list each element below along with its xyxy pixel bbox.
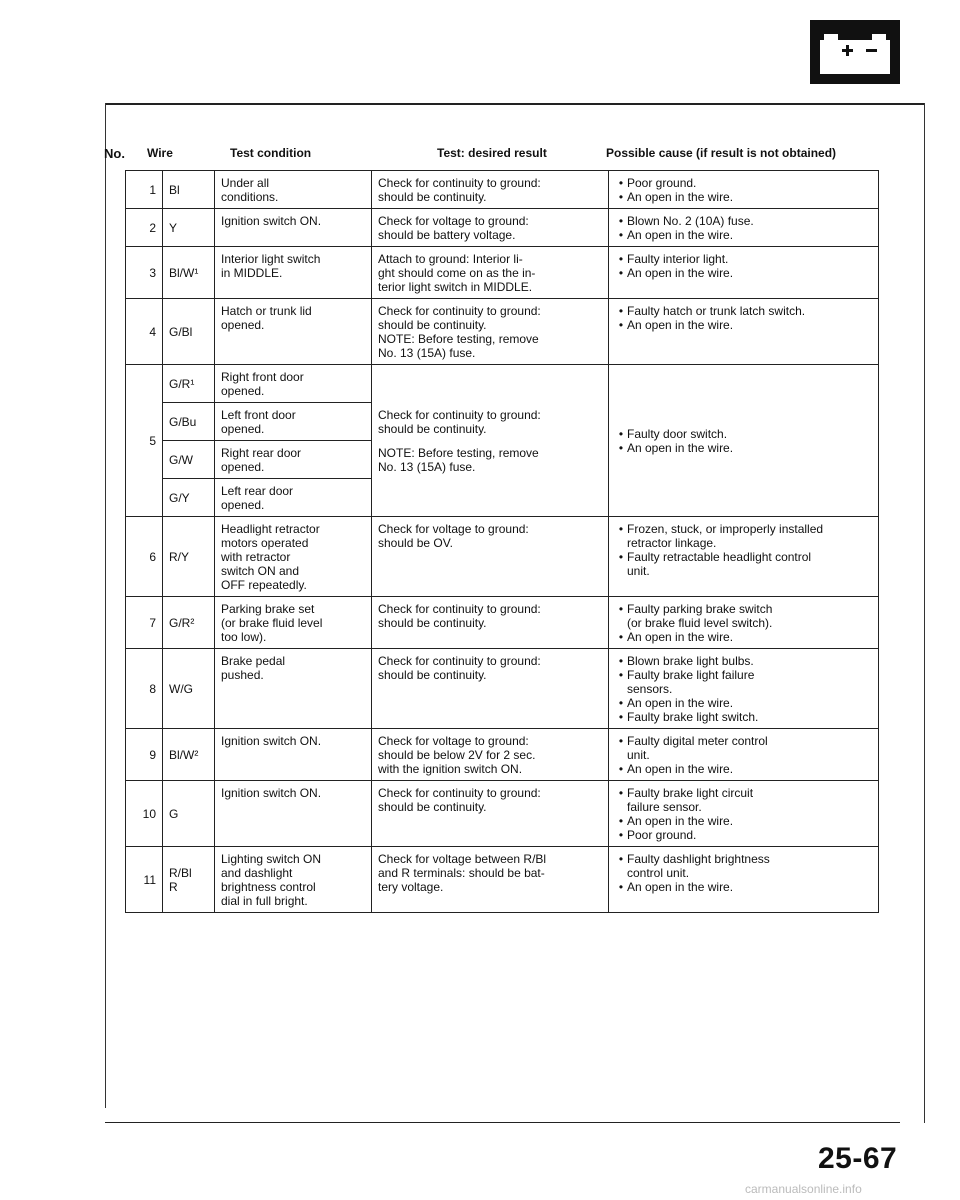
possible-cause-line: • Faulty dashlight brightness <box>615 852 770 866</box>
row-number: 4 <box>126 299 163 365</box>
wire-label: G/W <box>169 453 193 467</box>
test-condition-cell <box>215 247 372 299</box>
test-condition-cell <box>215 597 372 649</box>
desired-result-line: should be continuity. <box>378 190 487 204</box>
wire-label: G/Bl <box>169 325 193 339</box>
wire-label: Bl/W² <box>169 748 199 762</box>
bullet-icon: • <box>618 252 624 266</box>
bullet-icon: • <box>618 654 624 668</box>
test-condition-line: in MIDDLE. <box>221 266 283 280</box>
possible-cause-line: • Faulty parking brake switch <box>615 602 772 616</box>
desired-result-line: Check for continuity to ground: <box>378 176 541 190</box>
desired-result-line: should be continuity. <box>378 318 487 332</box>
table-row <box>126 597 879 649</box>
possible-cause-item <box>615 762 872 776</box>
desired-result-cell <box>372 649 609 729</box>
possible-cause-cell <box>609 209 879 247</box>
possible-causes-list <box>615 252 872 280</box>
test-condition-line: dial in full bright. <box>221 894 308 908</box>
row-number: 9 <box>126 729 163 781</box>
desired-result-cell <box>372 247 609 299</box>
possible-cause-item <box>615 852 872 880</box>
desired-result-cell <box>372 299 609 365</box>
wire-label: Y <box>169 221 178 235</box>
test-condition-line: Ignition switch ON. <box>221 786 322 800</box>
possible-cause-line: • An open in the wire. <box>615 880 733 894</box>
wire-color-cell <box>163 171 215 209</box>
note-line: NOTE: Before testing, remove <box>378 446 539 460</box>
test-condition-line: Parking brake set <box>221 602 315 616</box>
possible-cause-cell <box>609 781 879 847</box>
wire-color-cell <box>163 847 215 913</box>
test-condition-cell <box>215 209 372 247</box>
test-condition-line: Hatch or trunk lid <box>221 304 312 318</box>
possible-cause-cell <box>609 299 879 365</box>
wire-label: G/R¹ <box>169 377 195 391</box>
possible-cause-line: • An open in the wire. <box>615 762 733 776</box>
row-number: 8 <box>126 649 163 729</box>
desired-result-line: Attach to ground: Interior li- <box>378 252 523 266</box>
test-condition-line: Headlight retractor <box>221 522 320 536</box>
test-condition-cell <box>215 479 372 517</box>
desired-result-line: should be continuity. <box>378 422 487 436</box>
possible-cause-line: failure sensor. <box>627 800 702 814</box>
wire-label: R/Bl <box>169 866 192 880</box>
desired-result-cell <box>372 847 609 913</box>
bullet-icon: • <box>618 828 624 842</box>
desired-result-line: Check for continuity to ground: <box>378 602 541 616</box>
possible-cause-cell <box>609 649 879 729</box>
possible-cause-line: • An open in the wire. <box>615 190 733 204</box>
right-margin-line <box>924 103 925 1123</box>
header-possible-cause: Possible cause (if result is not obtained) <box>606 146 837 160</box>
battery-icon <box>810 20 900 84</box>
wire-color-cell <box>163 403 215 441</box>
bullet-icon: • <box>618 441 624 455</box>
possible-cause-line: • Faulty brake light circuit <box>615 786 753 800</box>
table-row <box>126 209 879 247</box>
test-condition-line: opened. <box>221 498 265 512</box>
possible-cause-line: (or brake fluid level switch). <box>627 616 773 630</box>
possible-cause-line: • An open in the wire. <box>615 318 733 332</box>
row-number: 5 <box>126 365 163 517</box>
desired-result-cell <box>372 517 609 597</box>
wire-label: Bl <box>169 183 180 197</box>
possible-cause-cell <box>609 729 879 781</box>
desired-result-line: should be continuity. <box>378 668 487 682</box>
page-number: 25-67 <box>818 1142 898 1175</box>
desired-result-line: should be OV. <box>378 536 453 550</box>
wire-color-cell <box>163 365 215 403</box>
possible-cause-line: • An open in the wire. <box>615 441 733 455</box>
wire-color-cell <box>163 781 215 847</box>
desired-result-line: should be continuity. <box>378 616 487 630</box>
desired-result-cell <box>372 597 609 649</box>
possible-cause-line: • An open in the wire. <box>615 630 733 644</box>
test-condition-line: with retractor <box>221 550 291 564</box>
possible-cause-line: • Faulty interior light. <box>615 252 728 266</box>
test-condition-cell <box>215 781 372 847</box>
desired-result-line: should be battery voltage. <box>378 228 516 242</box>
bullet-icon: • <box>618 602 624 616</box>
bottom-rule <box>105 1122 900 1123</box>
bullet-icon: • <box>618 734 624 748</box>
possible-cause-item <box>615 190 872 204</box>
bullet-icon: • <box>618 762 624 776</box>
wire-color-cell <box>163 209 215 247</box>
test-condition-cell <box>215 299 372 365</box>
desired-result-line: Check for voltage to ground: <box>378 214 529 228</box>
test-condition-cell <box>215 847 372 913</box>
possible-cause-item <box>615 550 872 578</box>
bullet-icon: • <box>618 176 624 190</box>
row-number: 7 <box>126 597 163 649</box>
possible-cause-line: • Faulty hatch or trunk latch switch. <box>615 304 805 318</box>
possible-cause-item <box>615 696 872 710</box>
possible-cause-item <box>615 602 872 630</box>
possible-cause-cell <box>609 247 879 299</box>
possible-cause-item <box>615 786 872 814</box>
possible-cause-line: • Faulty digital meter control <box>615 734 768 748</box>
header-desired-result: Test: desired result <box>437 146 547 160</box>
wire-label: G <box>169 807 179 821</box>
possible-causes-list <box>615 304 872 332</box>
bullet-icon: • <box>618 304 624 318</box>
test-condition-line: Right front door <box>221 370 304 384</box>
wire-label: R <box>169 880 178 894</box>
possible-cause-line: • An open in the wire. <box>615 814 733 828</box>
possible-cause-line: retractor linkage. <box>627 536 717 550</box>
top-rule <box>105 103 925 105</box>
possible-cause-item <box>615 828 872 842</box>
test-condition-line: Lighting switch ON <box>221 852 322 866</box>
desired-result-line: Check for continuity to ground: <box>378 786 541 800</box>
test-condition-line: OFF repeatedly. <box>221 578 307 592</box>
test-condition-line: Brake pedal <box>221 654 286 668</box>
bullet-icon: • <box>618 696 624 710</box>
bullet-icon: • <box>618 710 624 724</box>
possible-cause-item <box>615 668 872 696</box>
desired-result-line: should be below 2V for 2 sec. <box>378 748 536 762</box>
possible-cause-item <box>615 214 872 228</box>
possible-cause-cell <box>609 365 879 517</box>
desired-result-line: Check for continuity to ground: <box>378 408 541 422</box>
possible-cause-item <box>615 441 872 455</box>
desired-result-cell <box>372 729 609 781</box>
test-condition-line: switch ON and <box>221 564 300 578</box>
possible-cause-line: • Faulty brake light failure <box>615 668 754 682</box>
test-condition-line: motors operated <box>221 536 309 550</box>
table-row <box>126 517 879 597</box>
desired-result-line: terior light switch in MIDDLE. <box>378 280 533 294</box>
test-condition-cell <box>215 441 372 479</box>
possible-cause-item <box>615 630 872 644</box>
possible-cause-item <box>615 734 872 762</box>
desired-result-line: ght should come on as the in- <box>378 266 536 280</box>
possible-cause-line: • Blown No. 2 (10A) fuse. <box>615 214 754 228</box>
bullet-icon: • <box>618 522 624 536</box>
desired-result-line: Check for voltage to ground: <box>378 522 529 536</box>
watermark: carmanualsonline.info <box>745 1182 862 1196</box>
bullet-icon: • <box>618 880 624 894</box>
possible-cause-item <box>615 654 872 668</box>
desired-result-line: NOTE: Before testing, remove <box>378 332 539 346</box>
test-condition-line: Interior light switch <box>221 252 321 266</box>
bullet-icon: • <box>618 427 624 441</box>
possible-cause-line: unit. <box>627 564 650 578</box>
possible-cause-line: • An open in the wire. <box>615 266 733 280</box>
possible-cause-line: control unit. <box>627 866 690 880</box>
test-condition-line: (or brake fluid level <box>221 616 323 630</box>
wire-color-cell <box>163 441 215 479</box>
wire-label: G/Y <box>169 491 190 505</box>
test-condition-line: Left front door <box>221 408 296 422</box>
bullet-icon: • <box>618 228 624 242</box>
wire-color-cell <box>163 597 215 649</box>
possible-cause-cell <box>609 847 879 913</box>
table-row <box>126 781 879 847</box>
possible-cause-cell <box>609 171 879 209</box>
test-condition-cell <box>215 517 372 597</box>
test-condition-cell <box>215 365 372 403</box>
bullet-icon: • <box>618 630 624 644</box>
possible-cause-line: • Faulty door switch. <box>615 427 727 441</box>
possible-cause-item <box>615 814 872 828</box>
row-number: 1 <box>126 171 163 209</box>
desired-result-line: No. 13 (15A) fuse. <box>378 346 476 360</box>
bullet-icon: • <box>618 786 624 800</box>
troubleshooting-table <box>125 170 879 913</box>
desired-result-line: and R terminals: should be bat- <box>378 866 545 880</box>
possible-causes-list <box>615 786 872 842</box>
bullet-icon: • <box>618 852 624 866</box>
table-row <box>126 649 879 729</box>
possible-cause-cell <box>609 597 879 649</box>
possible-cause-line: • An open in the wire. <box>615 228 733 242</box>
desired-result-line: Check for voltage to ground: <box>378 734 529 748</box>
note-block <box>378 446 602 474</box>
wire-color-cell <box>163 299 215 365</box>
possible-cause-line: • Faulty brake light switch. <box>615 710 758 724</box>
possible-causes-list <box>615 852 872 894</box>
test-condition-line: Under all <box>221 176 270 190</box>
desired-result-line: Check for voltage between R/Bl <box>378 852 547 866</box>
wire-label: W/G <box>169 682 193 696</box>
possible-cause-item <box>615 252 872 266</box>
test-condition-line: opened. <box>221 384 265 398</box>
wire-label: R/Y <box>169 550 190 564</box>
possible-cause-cell <box>609 517 879 597</box>
desired-result-cell <box>372 171 609 209</box>
possible-cause-line: • Poor ground. <box>615 176 696 190</box>
table-row <box>126 729 879 781</box>
possible-cause-item <box>615 710 872 724</box>
table-row <box>126 847 879 913</box>
test-condition-line: Ignition switch ON. <box>221 734 322 748</box>
possible-cause-line: • Faulty retractable headlight control <box>615 550 811 564</box>
table-row <box>126 171 879 209</box>
test-condition-line: opened. <box>221 422 265 436</box>
desired-result-cell <box>372 209 609 247</box>
possible-cause-line: unit. <box>627 748 650 762</box>
row-number: 11 <box>126 847 163 913</box>
bullet-icon: • <box>618 214 624 228</box>
header-no: No. <box>104 146 125 161</box>
wire-color-cell <box>163 479 215 517</box>
test-condition-line: too low). <box>221 630 267 644</box>
possible-causes-list <box>615 654 872 724</box>
desired-result-line: Check for continuity to ground: <box>378 654 541 668</box>
desired-result-line: with the ignition switch ON. <box>378 762 523 776</box>
bullet-icon: • <box>618 190 624 204</box>
possible-cause-item <box>615 228 872 242</box>
header-test-condition: Test condition <box>230 146 312 160</box>
bullet-icon: • <box>618 668 624 682</box>
possible-cause-item <box>615 522 872 550</box>
possible-causes-list <box>615 734 872 776</box>
possible-cause-line: • Poor ground. <box>615 828 696 842</box>
test-condition-cell <box>215 403 372 441</box>
wire-label: G/R² <box>169 616 195 630</box>
test-condition-line: conditions. <box>221 190 279 204</box>
wire-color-cell <box>163 247 215 299</box>
table-row <box>126 299 879 365</box>
row-number: 2 <box>126 209 163 247</box>
desired-result-cell <box>372 781 609 847</box>
possible-causes-list <box>615 522 872 578</box>
possible-causes-list <box>615 214 872 242</box>
row-number: 6 <box>126 517 163 597</box>
test-condition-line: pushed. <box>221 668 264 682</box>
row-number: 3 <box>126 247 163 299</box>
test-condition-line: opened. <box>221 460 265 474</box>
bullet-icon: • <box>618 814 624 828</box>
bullet-icon: • <box>618 550 624 564</box>
table-row <box>126 365 879 403</box>
test-condition-line: and dashlight <box>221 866 293 880</box>
wire-label: G/Bu <box>169 415 197 429</box>
wire-color-cell <box>163 517 215 597</box>
possible-cause-item <box>615 427 872 441</box>
test-condition-cell <box>215 729 372 781</box>
row-number: 10 <box>126 781 163 847</box>
possible-cause-line: • Blown brake light bulbs. <box>615 654 754 668</box>
desired-result-cell <box>372 365 609 517</box>
possible-cause-line: • Frozen, stuck, or improperly installed <box>615 522 823 536</box>
desired-result-line: tery voltage. <box>378 880 444 894</box>
bullet-icon: • <box>618 318 624 332</box>
wire-color-cell <box>163 729 215 781</box>
desired-result-line: should be continuity. <box>378 800 487 814</box>
note-line: No. 13 (15A) fuse. <box>378 460 476 474</box>
test-condition-line: Left rear door <box>221 484 294 498</box>
test-condition-line: Right rear door <box>221 446 302 460</box>
possible-cause-line: sensors. <box>627 682 673 696</box>
possible-cause-item <box>615 304 872 318</box>
left-margin-line <box>105 103 106 1108</box>
possible-cause-item <box>615 266 872 280</box>
test-condition-cell <box>215 171 372 209</box>
possible-causes-list <box>615 176 872 204</box>
possible-causes-list <box>615 602 872 644</box>
table-row <box>126 247 879 299</box>
desired-result-line: Check for continuity to ground: <box>378 304 541 318</box>
possible-causes-list <box>615 427 872 455</box>
wire-color-cell <box>163 649 215 729</box>
possible-cause-line: • An open in the wire. <box>615 696 733 710</box>
wire-label: Bl/W¹ <box>169 266 199 280</box>
test-condition-line: brightness control <box>221 880 316 894</box>
test-condition-line: Ignition switch ON. <box>221 214 322 228</box>
possible-cause-item <box>615 880 872 894</box>
test-condition-cell <box>215 649 372 729</box>
test-condition-line: opened. <box>221 318 265 332</box>
bullet-icon: • <box>618 266 624 280</box>
header-wire: Wire <box>147 146 173 160</box>
possible-cause-item <box>615 176 872 190</box>
possible-cause-item <box>615 318 872 332</box>
